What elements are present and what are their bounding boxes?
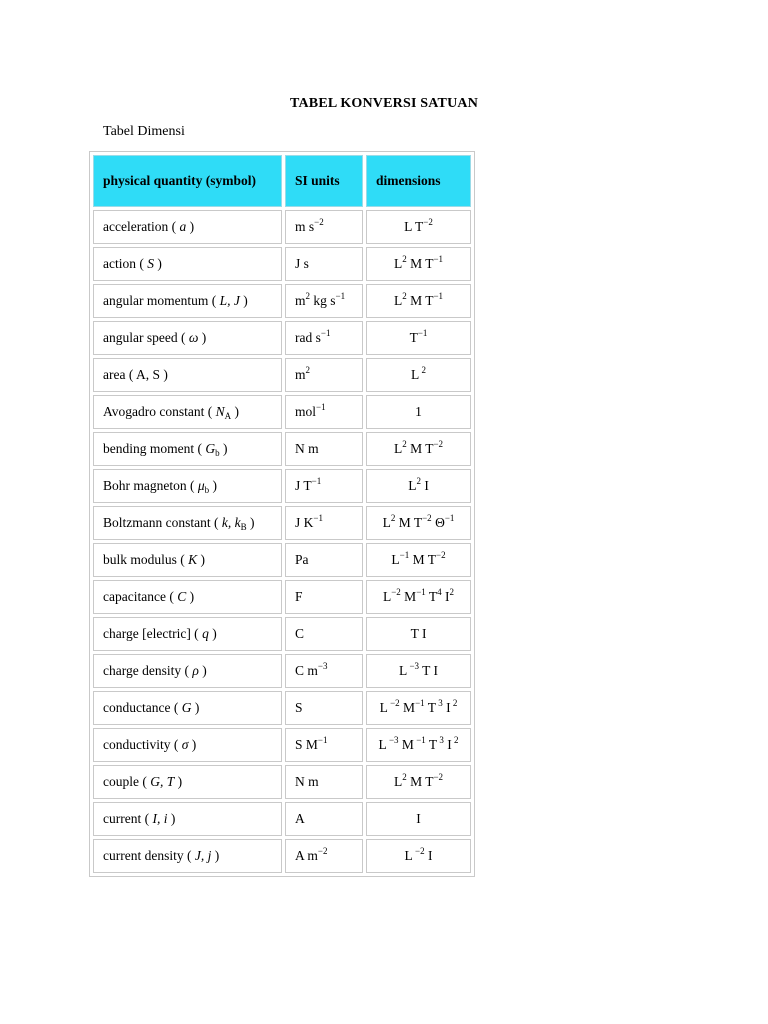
text-segment: μ	[197, 478, 205, 493]
text-segment: L	[393, 256, 403, 271]
cell-quantity	[93, 247, 282, 281]
cell-si-units	[285, 321, 363, 355]
text-segment: 2	[305, 365, 311, 375]
cell-si-units	[285, 432, 363, 466]
cell-si-units	[285, 247, 363, 281]
cell-si-units	[285, 395, 363, 429]
text-segment: )	[186, 589, 195, 604]
text-segment: N m	[295, 441, 319, 456]
text-segment: −1	[320, 328, 331, 338]
text-segment: S	[147, 256, 154, 271]
cell-si-units	[285, 839, 363, 873]
text-segment: 2	[402, 254, 407, 264]
text-segment: −1	[317, 735, 328, 745]
text-segment: )	[246, 515, 255, 530]
text-segment: angular momentum (	[103, 293, 220, 308]
text-segment: 2	[450, 698, 458, 708]
cell-quantity	[93, 506, 282, 540]
text-segment: L	[411, 367, 420, 382]
text-segment: I	[441, 589, 450, 604]
text-segment: kg s	[310, 293, 336, 308]
text-segment: L	[378, 737, 387, 752]
cell-si-units	[285, 728, 363, 762]
text-segment: −2	[314, 217, 324, 227]
text-segment: 3	[437, 735, 444, 745]
text-segment: −1	[444, 513, 455, 523]
text-segment: −3	[407, 661, 420, 671]
cell-si-units	[285, 210, 363, 244]
text-segment: ω	[188, 330, 199, 345]
table-row	[93, 728, 471, 762]
text-segment: Avogadro constant (	[103, 404, 216, 419]
text-segment: T	[425, 589, 438, 604]
text-segment: −2	[422, 513, 432, 523]
cell-quantity	[93, 691, 282, 725]
text-segment: Bohr magneton (	[103, 478, 198, 493]
text-segment: 2	[416, 476, 421, 486]
text-segment: J K	[295, 515, 314, 530]
cell-quantity	[93, 469, 282, 503]
text-segment: conductance (	[103, 700, 182, 715]
text-segment: T	[424, 700, 437, 715]
text-segment: M T	[406, 441, 434, 456]
text-segment: L	[382, 515, 391, 530]
text-segment: L	[393, 441, 403, 456]
cell-dimensions	[366, 654, 471, 688]
text-segment: σ	[181, 737, 189, 752]
text-segment: J T	[295, 478, 312, 493]
text-segment: −2	[412, 846, 425, 856]
cell-quantity	[93, 839, 282, 873]
cell-dimensions	[366, 395, 471, 429]
text-segment: S M	[295, 737, 318, 752]
text-segment: current density (	[103, 848, 195, 863]
text-segment: acceleration (	[103, 219, 180, 234]
text-segment: −1	[433, 254, 444, 264]
table-row	[93, 284, 471, 318]
text-segment: couple (	[103, 774, 151, 789]
text-segment: −2	[433, 772, 444, 782]
cell-quantity	[93, 284, 282, 318]
text-segment: 2	[390, 513, 396, 523]
cell-dimensions	[366, 765, 471, 799]
text-segment: 2	[402, 439, 407, 449]
text-segment: M T	[406, 256, 434, 271]
text-segment: M	[398, 737, 414, 752]
table-row	[93, 543, 471, 577]
text-segment: 3	[436, 698, 443, 708]
text-segment: J s	[295, 256, 309, 271]
text-segment: 2	[451, 735, 459, 745]
text-segment: −2	[436, 550, 446, 560]
text-segment: −1	[415, 698, 425, 708]
text-segment: −1	[417, 328, 428, 338]
table-row	[93, 802, 471, 836]
text-segment: T	[409, 330, 418, 345]
text-segment: N	[215, 404, 225, 419]
text-segment: Pa	[295, 552, 309, 567]
cell-dimensions	[366, 839, 471, 873]
text-segment: L	[393, 774, 403, 789]
text-segment: bulk modulus (	[103, 552, 189, 567]
cell-si-units	[285, 691, 363, 725]
cell-quantity	[93, 617, 282, 651]
table-row	[93, 506, 471, 540]
cell-quantity	[93, 210, 282, 244]
text-segment: −3	[317, 661, 328, 671]
cell-dimensions	[366, 580, 471, 614]
text-segment: 2	[402, 772, 407, 782]
text-segment: −1	[416, 587, 426, 597]
text-segment: capacitance (	[103, 589, 178, 604]
text-segment: A	[224, 411, 232, 421]
text-segment: )	[153, 256, 162, 271]
text-segment: )	[191, 700, 200, 715]
text-segment: T	[425, 737, 438, 752]
text-segment: −2	[317, 846, 328, 856]
text-segment: a	[179, 219, 187, 234]
text-segment: action (	[103, 256, 148, 271]
text-segment: )	[188, 737, 197, 752]
text-segment: M T	[406, 293, 434, 308]
table-row	[93, 432, 471, 466]
table-row	[93, 580, 471, 614]
cell-si-units	[285, 284, 363, 318]
text-segment: N m	[295, 774, 319, 789]
text-segment: 2	[402, 291, 407, 301]
text-segment: L	[404, 848, 413, 863]
text-segment: I	[416, 811, 421, 826]
text-segment: bending moment (	[103, 441, 206, 456]
text-segment: m	[295, 367, 306, 382]
text-segment: I, i	[152, 811, 168, 826]
text-segment: M T	[409, 552, 436, 567]
text-segment: B	[240, 522, 247, 532]
text-segment: I	[424, 848, 433, 863]
cell-si-units	[285, 506, 363, 540]
text-segment: L	[391, 552, 400, 567]
text-segment: charge [electric] (	[103, 626, 203, 641]
text-segment: )	[211, 848, 220, 863]
cell-dimensions	[366, 543, 471, 577]
header-si-units: SI units	[285, 155, 363, 207]
page-title: TABEL KONVERSI SATUAN	[289, 96, 479, 111]
cell-dimensions	[366, 506, 471, 540]
text-segment: )	[239, 293, 248, 308]
table-header-row	[93, 155, 471, 207]
text-segment: S	[295, 700, 303, 715]
text-segment: −2	[433, 439, 444, 449]
cell-quantity	[93, 395, 282, 429]
text-segment: L	[408, 478, 417, 493]
text-segment: M T	[395, 515, 423, 530]
text-segment: M	[400, 589, 417, 604]
text-segment: )	[209, 478, 218, 493]
text-segment: C	[177, 589, 187, 604]
text-segment: )	[231, 404, 239, 419]
text-segment: rad s	[295, 330, 321, 345]
text-segment: G, T	[150, 774, 175, 789]
text-segment: −3	[386, 735, 399, 745]
table-row	[93, 839, 471, 873]
cell-dimensions	[366, 284, 471, 318]
text-segment: M T	[406, 774, 434, 789]
text-segment: b	[215, 448, 220, 458]
text-segment: M	[399, 700, 416, 715]
text-segment: −1	[413, 735, 426, 745]
header-physical-quantity: physical quantity (symbol)	[93, 155, 282, 207]
table-caption: Tabel Dimensi	[103, 124, 185, 139]
text-segment: A m	[295, 848, 318, 863]
text-segment: −2	[423, 217, 433, 227]
text-segment: L	[398, 663, 408, 678]
cell-quantity	[93, 543, 282, 577]
text-segment: L, J	[219, 293, 240, 308]
text-segment: )	[219, 441, 228, 456]
text-segment: )	[198, 330, 207, 345]
text-segment: )	[167, 811, 176, 826]
text-segment: )	[174, 774, 183, 789]
text-segment: current (	[103, 811, 153, 826]
text-segment: charge density (	[103, 663, 193, 678]
cell-quantity	[93, 765, 282, 799]
cell-dimensions	[366, 802, 471, 836]
cell-dimensions	[366, 210, 471, 244]
text-segment: C m	[295, 663, 318, 678]
text-segment: mol	[295, 404, 317, 419]
dimensions-table	[89, 151, 475, 877]
text-segment: )	[198, 663, 207, 678]
table-row	[93, 691, 471, 725]
cell-dimensions	[366, 432, 471, 466]
table-row	[93, 210, 471, 244]
cell-si-units	[285, 654, 363, 688]
cell-quantity	[93, 432, 282, 466]
text-segment: T I	[419, 663, 439, 678]
text-segment: −1	[316, 402, 326, 412]
cell-si-units	[285, 469, 363, 503]
text-segment: L T	[404, 219, 424, 234]
text-segment: −2	[387, 698, 400, 708]
text-segment: k, k	[221, 515, 241, 530]
text-segment: L	[379, 700, 388, 715]
text-segment: −1	[313, 513, 323, 523]
table-row	[93, 765, 471, 799]
cell-dimensions	[366, 469, 471, 503]
text-segment: −1	[311, 476, 322, 486]
text-segment: −1	[399, 550, 410, 560]
text-segment: )	[197, 552, 206, 567]
text-segment: −2	[391, 587, 401, 597]
header-dimensions: dimensions	[366, 155, 471, 207]
table-row	[93, 358, 471, 392]
text-segment: A	[295, 811, 305, 826]
text-segment: )	[186, 219, 195, 234]
text-segment: b	[204, 485, 210, 495]
text-segment: ρ	[192, 663, 199, 678]
table-row	[93, 321, 471, 355]
cell-dimensions	[366, 617, 471, 651]
cell-quantity	[93, 728, 282, 762]
text-segment: I	[420, 478, 429, 493]
cell-si-units	[285, 543, 363, 577]
text-segment: I	[443, 737, 452, 752]
cell-si-units	[285, 802, 363, 836]
text-segment: G	[181, 700, 192, 715]
cell-dimensions	[366, 321, 471, 355]
text-segment: G	[205, 441, 216, 456]
text-segment: 2	[449, 587, 455, 597]
cell-dimensions	[366, 691, 471, 725]
text-segment: 2	[305, 291, 311, 301]
text-segment: L	[393, 293, 403, 308]
text-segment: −1	[335, 291, 346, 301]
cell-dimensions	[366, 247, 471, 281]
text-segment: Θ	[431, 515, 445, 530]
table-row	[93, 654, 471, 688]
text-segment: L	[382, 589, 392, 604]
text-segment: C	[295, 626, 305, 641]
cell-si-units	[285, 765, 363, 799]
text-segment: )	[208, 626, 217, 641]
cell-si-units	[285, 580, 363, 614]
text-segment: m s	[295, 219, 315, 234]
cell-quantity	[93, 358, 282, 392]
table-row	[93, 247, 471, 281]
cell-quantity	[93, 580, 282, 614]
text-segment: T I	[410, 626, 427, 641]
text-segment: 2	[419, 365, 426, 375]
text-segment: q	[202, 626, 209, 641]
text-segment: 1	[415, 404, 422, 419]
cell-si-units	[285, 358, 363, 392]
cell-quantity	[93, 654, 282, 688]
cell-dimensions	[366, 728, 471, 762]
text-segment: m	[295, 293, 306, 308]
text-segment: Boltzmann constant (	[103, 515, 222, 530]
cell-si-units	[285, 617, 363, 651]
cell-quantity	[93, 802, 282, 836]
table-row	[93, 395, 471, 429]
text-segment: −1	[433, 291, 444, 301]
text-segment: angular speed (	[103, 330, 189, 345]
cell-quantity	[93, 321, 282, 355]
cell-dimensions	[366, 358, 471, 392]
text-segment: conductivity (	[103, 737, 182, 752]
text-segment: area ( A, S )	[103, 367, 168, 382]
table-row	[93, 617, 471, 651]
text-segment: 4	[437, 587, 442, 597]
text-segment: I	[442, 700, 451, 715]
text-segment: K	[188, 552, 198, 567]
text-segment: J, j	[194, 848, 212, 863]
text-segment: F	[295, 589, 303, 604]
table-row	[93, 469, 471, 503]
